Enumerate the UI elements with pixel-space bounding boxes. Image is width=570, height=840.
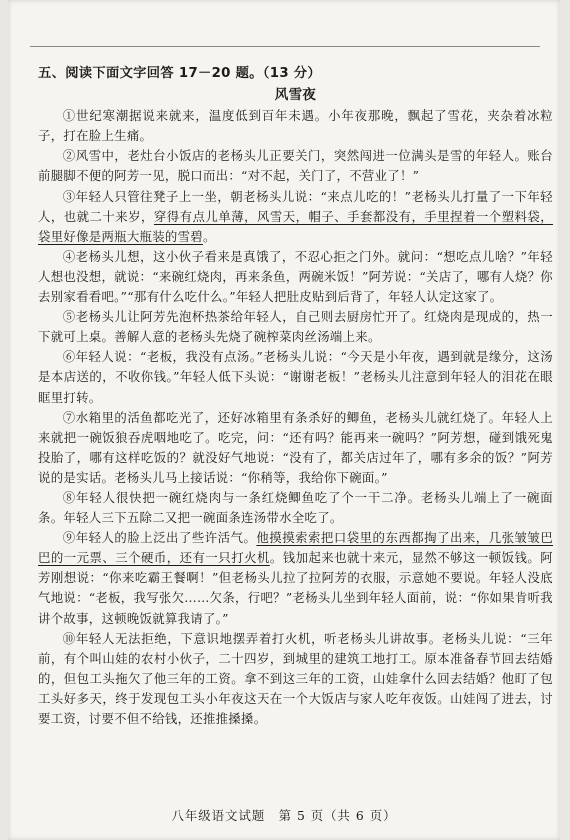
- paragraph-4: [38, 247, 553, 307]
- paragraph-3: [38, 187, 553, 247]
- paragraph-text: ⑦水箱里的活鱼都吃光了，还好冰箱里有条杀好的鲫鱼，老杨头儿就红烧了。年轻人上来就把一碗饭狼吞虎咽地吃了。吃完，问：“还有吗？能再来一碗吗？”阿芳想，碰到饿死鬼投胎了，哪有这样吃饭的？就没好气地说：“没有了，都关店过年了，哪有多余的饭？”阿芳说的是实话。老杨头儿马上接话说：“你稍等，我给你下碗面。”: [38, 409, 553, 485]
- paragraph-2: [38, 146, 553, 186]
- paragraph-text: ⑥年轻人说：“老板，我没有点汤。”老杨头儿说：“今天是小年夜，遇到就是缘分，这汤是本店送的，不收你钱。”年轻人低下头说：“谢谢老板！”老杨头儿注意到年轻人的泪花在眼眶里打转。: [38, 349, 553, 405]
- paragraph-text: ④老杨头儿想，这小伙子看来是真饿了，不忍心拒之门外。就问：“想吃点儿啥？”年轻人想也没想，就说：“来碗红烧肉，再来条鱼，两碗米饭！”阿芳说：“关店了，哪有人烧？你去别家看看吧。”“那有什么吃什么。”年轻人把肚皮贴到后背了，年轻人认定这家了。: [38, 248, 553, 305]
- paragraph-6: [38, 347, 553, 407]
- paragraph-text: 。: [202, 228, 216, 244]
- top-divider: [30, 46, 540, 47]
- underlined-sentence: 穿得有点儿单薄，风雪天，帽子、手套都没有，手里捏着一个塑料袋，袋里好像是两瓶大瓶装的雪碧: [38, 208, 553, 244]
- section-heading: 五、阅读下面文字回答 17－20 题。（13 分）: [38, 66, 321, 81]
- paragraph-text: ①世纪寒潮据说来就来，温度低到百年未遇。小年夜那晚，飘起了雪花，夹杂着冰粒子，打在脸上生痛。: [38, 108, 553, 144]
- paragraph-text: ②风雪中，老灶台小饭店的老杨头儿正要关门，突然闯进一位满头是雪的年轻人。账台前腿脚不便的阿芳一见，脱口而出：“对不起，关门了，不营业了！”: [38, 148, 553, 184]
- paragraph-8: [38, 488, 553, 528]
- page-footer: 八年级语文试题 第 5 页（共 6 页）: [171, 808, 397, 823]
- paragraph-10: [38, 629, 553, 729]
- paragraph-text: ⑩年轻人无法拒绝，下意识地摆弄着打火机，听老杨头儿讲故事。老杨头儿说：“三年前，有个叫山娃的农村小伙子，二十四岁，到城里的建筑工地打工。原本准备春节回去结婚的，但包工头拖欠了他三年的工资。拿不到这三年的工资，山娃拿什么回去结婚？他盯了包工头好多天，终于发现包工头小年夜这天在一个大饭店与家人吃年夜饭。山娃闯了进去，讨要工资，讨要不但不给钱，还推推搡搡。: [38, 630, 553, 726]
- reading-section: [38, 64, 553, 729]
- paragraph-text: ③年轻人只管往凳子上一坐，朝老杨头儿说：“来点儿吃的！”老杨头儿打量了一下年轻人，也就二十来岁，: [38, 188, 553, 224]
- paragraph-text: ⑨年轻人的脸上泛出了些许活气。: [62, 530, 257, 546]
- exam-page: [8, 0, 560, 840]
- underlined-sentence: 他摸摸索索把口袋里的东西都掏了出来，几张皱皱巴巴的一元票、三个硬币，还有一只打火机: [38, 530, 554, 566]
- story-title: 风雪夜: [274, 87, 317, 104]
- paragraph-9: [38, 528, 553, 628]
- paragraph-7: [38, 408, 553, 488]
- paragraph-text: ⑤老杨头儿让阿芳先泡杯热茶给年轻人，自己则去厨房忙开了。红烧肉是现成的，热一下就可上桌。善解人意的老杨头先烧了碗榨菜肉丝汤端上来。: [38, 309, 553, 345]
- paragraph-1: [38, 106, 553, 146]
- paragraph-text: ⑧年轻人很快把一碗红烧肉与一条红烧鲫鱼吃了个一干二净。老杨头儿端上了一碗面条。年轻人三下五除二又把一碗面条连汤带水全吃了。: [38, 489, 553, 526]
- paragraph-text: 。钱加起来也就十来元，显然不够这一顿饭钱。阿芳刚想说：“你来吃霸王餐啊！”但老杨头儿拉了拉阿芳的衣服，示意她不要说。年轻人没底气地说：“老板，我写张欠……欠条，行吧？”老杨头儿坐到年轻人面前，说：“你如果肯听我讲个故事，这顿晚饭就算我请了。”: [38, 550, 553, 626]
- paragraph-5: [38, 307, 553, 347]
